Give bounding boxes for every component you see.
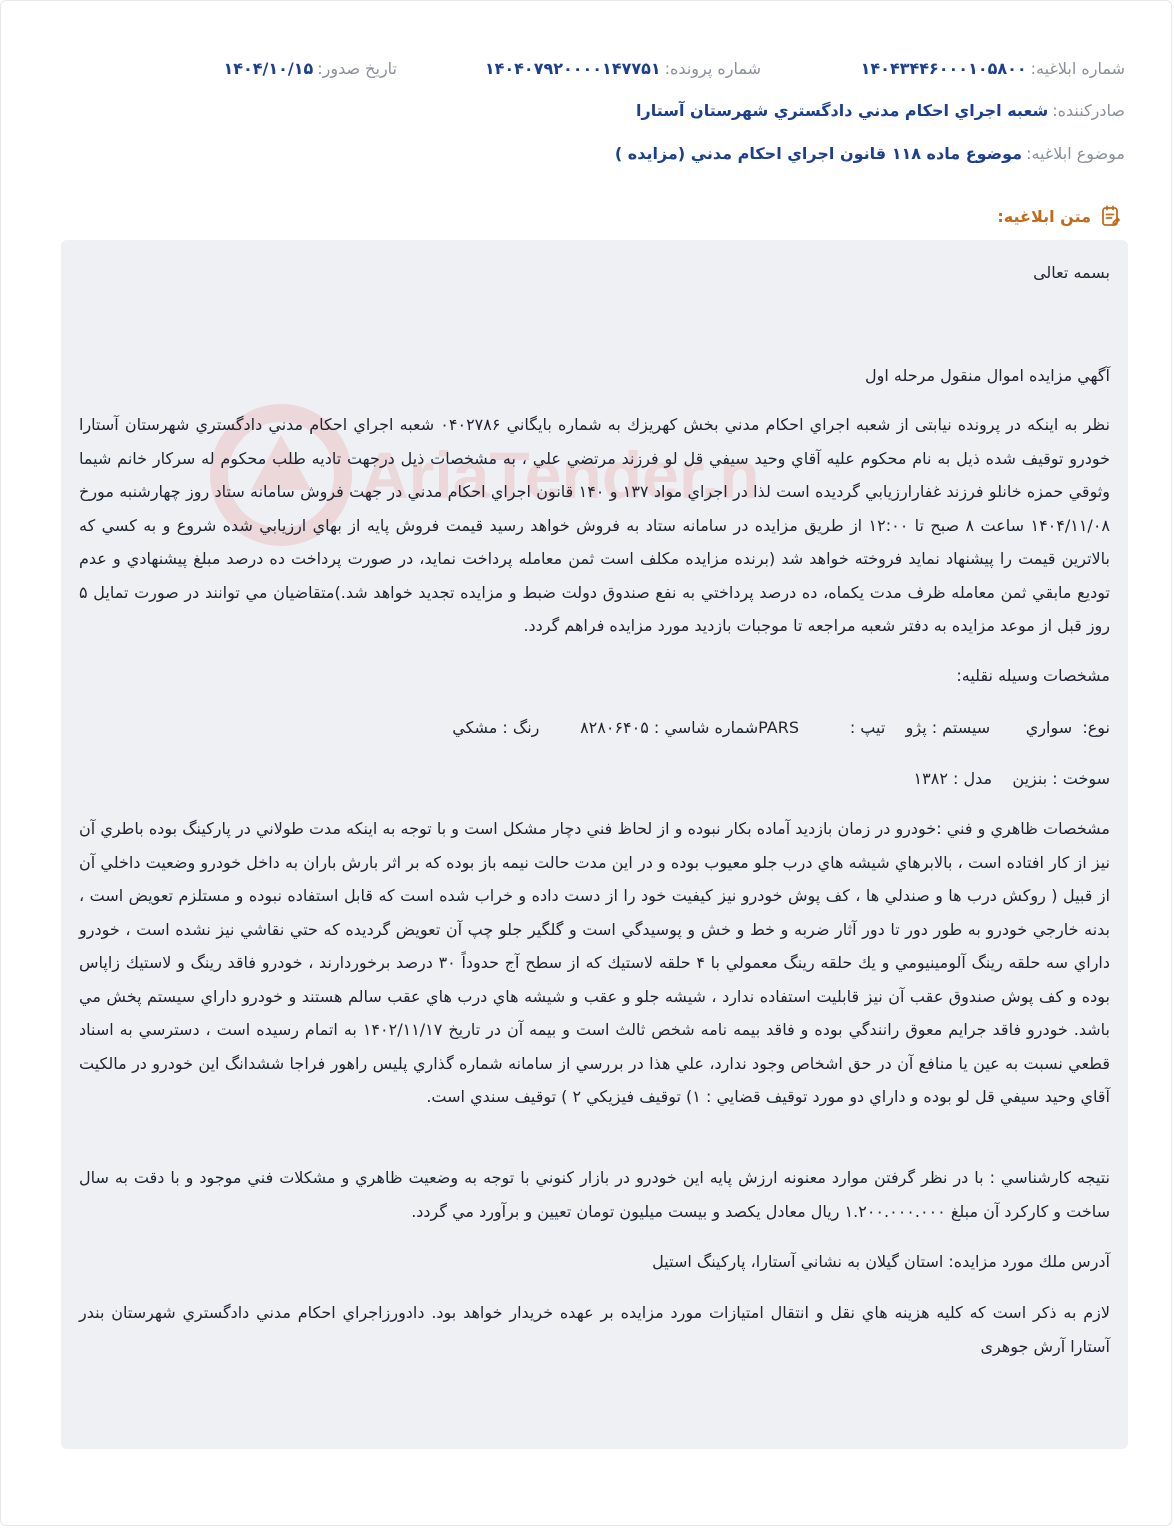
appraisal-paragraph: نتيجه كارشناسي : با در نظر گرفتن موارد معنونه ارزش پايه اين خودرو در بازار كنوني با توجه به وضعيت ظاهري و مشكلات فني موجود و با دقت به سال ساخت و كاركرد آن مبلغ ۱.۲۰۰.۰۰۰.۰۰۰ ريال معادل يكصد و بيست ميليون تومان تعيين و برآورد مي گردد. [79,1168,1110,1221]
auction-intro-paragraph: نظر به اينكه در پرونده نيابتی از شعبه اجراي احكام مدني بخش كهريزك به شماره بايگاني ۰۴۰۲۷۸۶ شعبه اجراي احكام مدني دادگستري شهرستان آستارا خودرو توقيف شده ذيل به نام محكوم عليه آقاي وحيد سيفي قل لو فرزند مرتضي علي ، به مشخصات ذيل درجهت تاديه طلب محكوم له سركار خانم شيما وثوقي حمزه خانلو فرزند غفارارزيابي گرديده است لذا در اجراي مواد ۱۳۷ و ۱۴۰ قانون اجراي احكام مدني در جهت فروش سامانه ستاد روز چهارشنبه مورخ ۱۴۰۴/۱۱/۰۸ ساعت ۸ صبح تا ۱۲:۰۰ از طريق مزايده در سامانه ستاد به فروش خواهد رسيد قيمت فروش پايه از بهاي ارزيابي شده شروع و به كسي كه بالاترين قيمت را پيشنهاد نمايد فروخته خواهد شد (برنده مزايده مكلف است ثمن معامله پرداخت نمايد، در صورت پرداخت ده درصد مبلغ پيشنهادي و عدم توديع مابقي ثمن معامله ظرف مدت يكماه، ده درصد پرداختي به نفع صندوق دولت ضبط و مزايده تجديد خواهد شد.)متقاضيان مي توانند در صورت تمايل ۵ روز قبل از موعد مزايده به دفتر شعبه مراجعه تا موجبات بازديد مورد مزايده فراهم گردد. [79,415,1111,635]
greeting-text: بسمه تعالی [1033,263,1110,282]
notice-text-heading [997,204,1123,228]
vehicle-specs-line-1: نوع: سواري سيستم : پژو تيپ : PARSشماره شاسي : ۸۲۸۰۶۴۰۵ رنگ : مشكي [452,718,1110,737]
case-number-value: ۱۴۰۴۰۷۹۲۰۰۰۰۱۴۷۷۵۱ [484,59,661,78]
watermark-text: AriaTender.n [361,438,760,512]
condition-paragraph: مشخصات ظاهري و فني :خودرو در زمان بازديد آماده بكار نبوده و از لحاظ فني دچار مشكل است و با توجه به اينكه مدت طولاني در پاركينگ بوده باطري آن نيز از كار افتاده است ، بالابرهاي شيشه هاي درب جلو معيوب بوده و در اين مدت حالت نيمه باز بوده كه بر اثر بارش باران به داخل خودرو وضعيت داخلي آن از قبيل ( روكش درب ها و صندلي ها ، كف پوش خودرو نيز كيفيت خود را از دست داده و خراب شده است كه قابل استفاده نبوده و مستلزم تعويض است ، بدنه خارجي خودرو به طور دور تا دور آثار ضربه و خط و خش و پوسيدگي است و گلگير جلو چپ آن تعويض گرديده كه حتي نقاشي نيز نشده است ، خودرو داراي سه حلقه رينگ آلومينيومي و يك حلقه رينگ معمولي با ۴ حلقه لاستيك كه از سطح آج حدوداً ۳۰ درصد برخوردارند ، خودرو فاقد رينگ و لاستيك زاپاس بوده و كف پوش صندوق عقب آن نيز قابليت استفاده ندارد ، شيشه جلو و عقب و شيشه هاي درب هاي عقب سالم هستند و خودرو داراي سيستم پخش مي باشد. خودرو فاقد جرايم معوق رانندگي بوده و فاقد بيمه نامه شخص ثالث است و بيمه آن در تاريخ ۱۴۰۲/۱۱/۱۷ به اتمام رسيده است ، دسترسي به اسناد قطعي نسبت به عين يا منافع آن در حق اشخاص وجود ندارد، علي هذا در بررسي از سامانه شماره گذاري پليس راهور فراجا ششدانگ اين خودرو در مالكيت آقاي وحيد سيفي قل لو بوده و داراي دو مورد توقيف قضايي : ۱) توقيف فيزيكي ۲ ) توقيف سندي است. [79,819,1110,1106]
notice-number-label: شماره ابلاغیه: [1030,59,1125,78]
issuer-label: صادرکننده: [1052,101,1125,120]
subject-row [61,144,1125,163]
notice-text-title: متن ابلاغیه: [997,206,1091,226]
subject-label: موضوع ابلاغیه: [1026,144,1125,163]
case-number-label: شماره پرونده: [664,59,761,78]
case-number-field [485,59,761,78]
issue-date-value: ۱۴۰۴/۱۰/۱۵ [223,59,314,78]
closing-paragraph: لازم به ذكر است كه كليه هزينه هاي نقل و انتقال امتيازات مورد مزايده بر عهده خريدار خواهد بود. دادورزاجراي احكام مدني دادگستري شهرستان بندر آستارا آرش جوهری [79,1303,1110,1356]
address-paragraph: آدرس ملك مورد مزايده: استان گيلان به نشاني آستارا، پاركينگ استيل [652,1252,1110,1271]
notice-number-value: ۱۴۰۴۳۴۴۶۰۰۰۱۰۵۸۰۰ [860,59,1027,78]
issue-date-label: تاریخ صدور: [317,59,397,78]
vehicle-specs-heading: مشخصات وسيله نقليه: [956,666,1110,685]
notice-number-field [861,59,1125,78]
issuer-value: شعبه اجراي احكام مدني دادگستري شهرستان آستارا [636,101,1049,120]
auction-title: آگهي مزايده اموال منقول مرحله اول [865,366,1110,385]
subject-value: موضوع ماده ۱۱۸ قانون اجراي احكام مدني (مزايده ) [614,144,1023,163]
issue-date-field [223,59,397,78]
notice-body-box [61,240,1128,1449]
document-icon [1099,204,1123,228]
vehicle-specs-line-2: سوخت : بنزين مدل : ۱۳۸۲ [913,769,1110,788]
issuer-row [61,101,1125,120]
